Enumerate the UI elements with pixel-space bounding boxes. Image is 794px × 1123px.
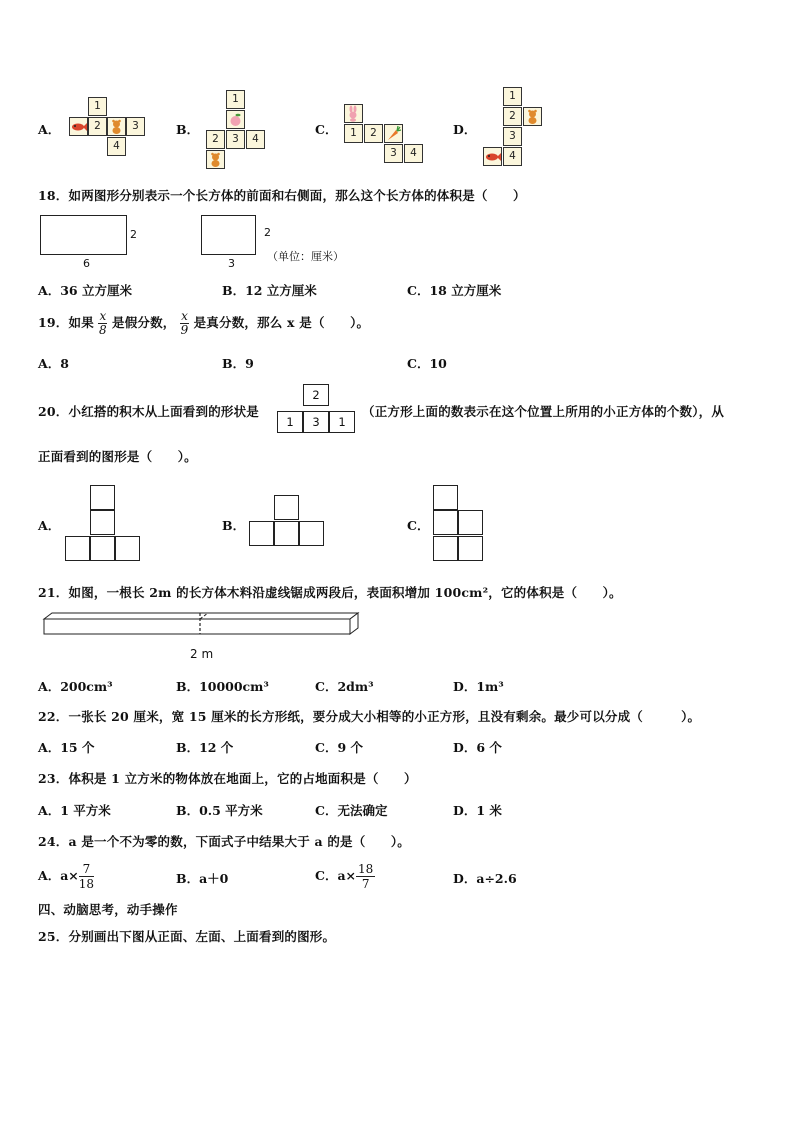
q19-fraction-1: $\frac{x}{8}$	[99, 309, 107, 337]
net-face: 1	[88, 97, 107, 116]
bear-icon	[107, 117, 126, 136]
q19-suffix: 是真分数，那么 x 是（ ）。	[193, 315, 370, 330]
q18-option-c: C．18 立方厘米	[407, 283, 502, 298]
q24-option-a: A．a× $\frac{7}{18}$	[38, 862, 95, 891]
q20-option-b-label: B．	[222, 518, 246, 533]
q18-text: 18．如两图形分别表示一个长方体的前面和右侧面，那么这个长方体的体积是（ ）	[38, 188, 526, 203]
net-face: 1	[226, 90, 245, 109]
fish-icon	[69, 117, 88, 136]
rabbit-icon	[344, 104, 363, 123]
q19-option-b: B．9	[222, 356, 254, 371]
square	[458, 536, 483, 561]
q22-option-c: C．9 个	[315, 740, 363, 755]
q23-option-b: B．0.5 平方米	[176, 803, 263, 818]
q18-side-rect	[201, 215, 256, 255]
q18-option-a: A．36 立方厘米	[38, 283, 132, 298]
q21-option-c: C．2dm³	[315, 679, 374, 694]
bear-icon	[523, 107, 542, 126]
q24-option-d: D．a÷2.6	[453, 871, 517, 886]
net-face: 2	[206, 130, 225, 149]
q23-option-c: C．无法确定	[315, 803, 388, 818]
square	[433, 536, 458, 561]
net-face: 1	[344, 124, 363, 143]
net-face: 2	[88, 117, 107, 136]
square	[433, 485, 458, 510]
q24-option-c-fraction: $\frac{18}{7}$	[358, 862, 374, 891]
q20-text-b: （正方形上面的数表示在这个位置上所用的小正方体的个数），从	[362, 404, 725, 419]
q21-text: 21．如图，一根长 2m 的长方体木料沿虚线锯成两段后，表面积增加 100cm²，它的体积是（ ）。	[38, 585, 622, 600]
q21-wood-bar	[40, 610, 362, 638]
q21-option-b: B．10000cm³	[176, 679, 269, 694]
q25-text: 25．分别画出下图从正面、左面、上面看到的图形。	[38, 929, 336, 944]
square	[90, 485, 115, 510]
q23-option-a: A．1 平方米	[38, 803, 111, 818]
square	[90, 536, 115, 561]
q21-length-label: 2 m	[190, 647, 214, 661]
net-face: 2	[364, 124, 383, 143]
q21-option-a: A．200cm³	[38, 679, 113, 694]
peach-icon	[226, 110, 245, 129]
top-view-cell: 3	[303, 411, 329, 433]
net-face: 4	[107, 137, 126, 156]
q18-front-rect	[40, 215, 127, 255]
fish-icon	[483, 147, 502, 166]
q20-option-c-label: C．	[407, 518, 430, 533]
square	[299, 521, 324, 546]
net-face: 4	[246, 130, 265, 149]
q19-fraction-2: $\frac{x}{9}$	[180, 309, 189, 337]
net-face: 3	[384, 144, 403, 163]
q24-option-a-fraction: $\frac{7}{18}$	[78, 862, 95, 891]
q24-text: 24．a 是一个不为零的数，下面式子中结果大于 a 的是（ ）。	[38, 834, 411, 849]
q18-rect1-width: 6	[83, 257, 90, 270]
q22-text: 22．一张长 20 厘米，宽 15 厘米的长方形纸，要分成大小相等的小正方形，且没有剩余。最少可以分成（ ）。	[38, 709, 701, 724]
q18-rect2-width: 3	[228, 257, 235, 270]
square	[115, 536, 140, 561]
square	[274, 495, 299, 520]
carrot-icon	[384, 124, 403, 143]
q19-prefix: 19．如果	[38, 315, 94, 330]
net-face: 2	[503, 107, 522, 126]
net-face: 1	[503, 87, 522, 106]
net-face: 4	[503, 147, 522, 166]
q23-option-d: D．1 米	[453, 803, 502, 818]
q19-line	[38, 308, 369, 338]
q17-option-c-label: C．	[315, 122, 338, 137]
q18-rect2-height: 2	[264, 226, 271, 239]
q17-option-a-label: A．	[38, 122, 61, 137]
q20-option-a-label: A．	[38, 518, 61, 533]
q17-option-d-label: D．	[453, 122, 477, 137]
bear-icon	[206, 150, 225, 169]
square	[433, 510, 458, 535]
top-view-cell: 2	[303, 384, 329, 406]
net-face: 3	[226, 130, 245, 149]
q20-text-a: 20．小红搭的积木从上面看到的形状是	[38, 404, 259, 419]
q18-rect1-height: 2	[130, 228, 137, 241]
net-face: 4	[404, 144, 423, 163]
q21-option-d: D．1m³	[453, 679, 504, 694]
q18-unit: （单位：厘米）	[267, 250, 344, 263]
square	[249, 521, 274, 546]
q22-option-b: B．12 个	[176, 740, 234, 755]
q24-option-c: C．a× $\frac{18}{7}$	[315, 862, 374, 891]
top-view-cell: 1	[329, 411, 355, 433]
q22-option-d: D．6 个	[453, 740, 502, 755]
square	[458, 510, 483, 535]
q24-option-b: B．a＋0	[176, 871, 229, 886]
q17-option-b-label: B．	[176, 122, 200, 137]
square	[65, 536, 90, 561]
square	[90, 510, 115, 535]
q22-option-a: A．15 个	[38, 740, 95, 755]
section-4-title: 四、动脑思考，动手操作	[38, 902, 178, 917]
top-view-cell: 1	[277, 411, 303, 433]
q23-text: 23．体积是 1 立方米的物体放在地面上，它的占地面积是（ ）	[38, 771, 417, 786]
q19-mid: 是假分数，	[112, 315, 176, 330]
q19-option-a: A．8	[38, 356, 69, 371]
q18-option-b: B．12 立方厘米	[222, 283, 317, 298]
q20-text-c: 正面看到的图形是（ ）。	[38, 449, 197, 464]
q19-option-c: C．10	[407, 356, 447, 371]
square	[274, 521, 299, 546]
net-face: 3	[503, 127, 522, 146]
net-face: 3	[126, 117, 145, 136]
